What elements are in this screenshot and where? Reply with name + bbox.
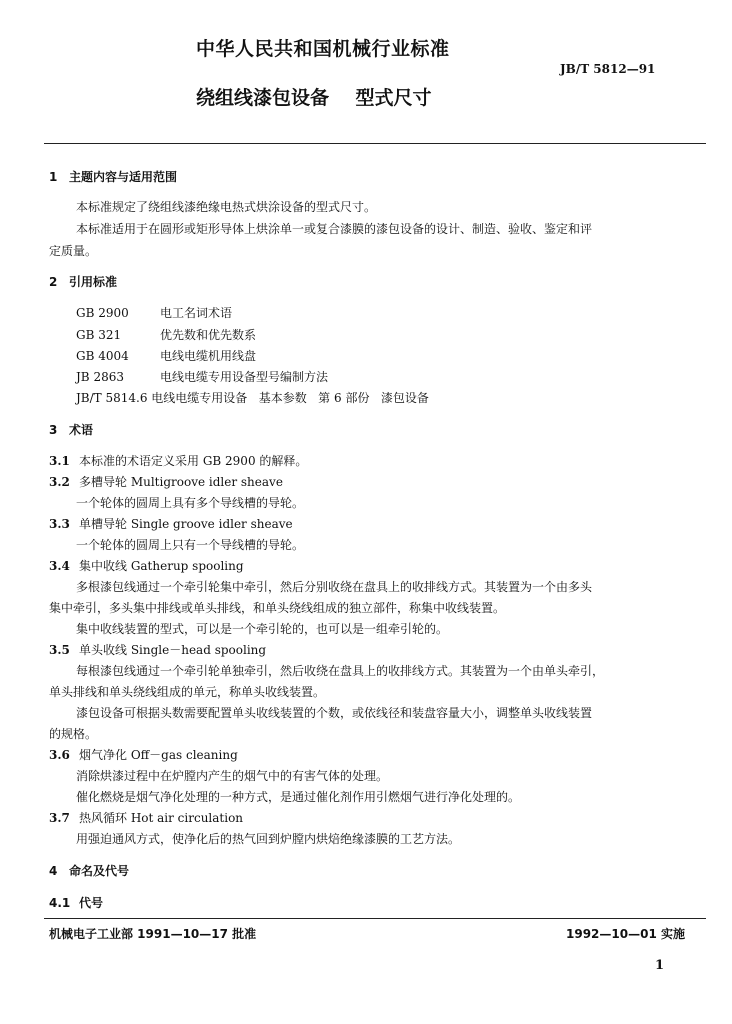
reference-name: 电线电缆机用线盘	[160, 349, 257, 363]
clause-text: 本标准的术语定义采用 GB 2900 的解释。	[79, 454, 308, 468]
standard-code: JB/T 5812—91	[560, 62, 656, 76]
section-number: 4	[49, 864, 58, 878]
reference-item	[76, 368, 328, 385]
paragraph: 本标准规定了绕组线漆绝缘电热式烘涂设备的型式尺寸。	[76, 200, 377, 214]
header-divider	[44, 143, 706, 144]
term-definition: 漆包设备可根据头数需要配置单头收线装置的个数，或依线径和装盘容量大小，调整单头收线装置	[76, 706, 593, 720]
term-definition-continued: 的规格。	[49, 727, 98, 741]
section-4-heading	[49, 862, 129, 879]
term-definition: 用强迫通风方式，使净化后的热气回到炉膛内烘焙绝缘漆膜的工艺方法。	[76, 832, 461, 846]
section-number: 1	[49, 170, 58, 184]
term-definition-continued: 单头排线和单头绕线组成的单元，称单头收线装置。	[49, 685, 326, 699]
clause-3-4	[49, 557, 244, 574]
term-definition: 集中收线装置的型式，可以是一个牵引轮的，也可以是一组牵引轮的。	[76, 622, 449, 636]
section-2-heading	[49, 273, 117, 290]
term-definition: 多根漆包线通过一个牵引轮集中牵引，然后分别收绕在盘具上的收排线方式。其装置为一个由多头	[76, 580, 593, 594]
reference-name: 优先数和优先数系	[160, 328, 257, 342]
term-definition: 一个轮体的圆周上只有一个导线槽的导轮。	[76, 538, 305, 552]
section-3-heading	[49, 421, 93, 438]
term-definition: 一个轮体的圆周上具有多个导线槽的导轮。	[76, 496, 305, 510]
reference-code: GB 321	[76, 328, 122, 342]
reference-code: JB 2863	[76, 370, 124, 384]
term-title: 单槽导轮 Single groove idler sheave	[79, 517, 293, 531]
reference-item	[76, 347, 256, 364]
term-title: 单头收线 Single－head spooling	[79, 643, 267, 657]
term-title: 烟气净化 Off－gas cleaning	[79, 748, 238, 762]
term-definition: 催化燃烧是烟气净化处理的一种方式，是通过催化剂作用引燃烟气进行净化处理的。	[76, 790, 521, 804]
clause-3-3	[49, 515, 293, 532]
clause-3-1	[49, 452, 307, 469]
clause-number: 3.3	[49, 517, 70, 531]
section-title: 术语	[69, 423, 94, 437]
clause-3-6	[49, 746, 238, 763]
clause-number: 4.1	[49, 896, 71, 910]
term-definition-continued: 集中牵引，多头集中排线或单头排线，和单头绕线组成的独立部件，称集中收线装置。	[49, 601, 506, 615]
term-definition: 消除烘漆过程中在炉膛内产生的烟气中的有害气体的处理。	[76, 769, 389, 783]
reference-name: 电线电缆专用设备型号编制方法	[160, 370, 329, 384]
section-number: 3	[49, 423, 58, 437]
section-title: 主题内容与适用范围	[69, 170, 178, 184]
reference-name: 电工名词术语	[160, 306, 233, 320]
clause-number: 3.6	[49, 748, 70, 762]
clause-number: 3.7	[49, 811, 70, 825]
section-title: 命名及代号	[69, 864, 130, 878]
org-title: 中华人民共和国机械行业标准	[196, 38, 450, 60]
clause-number: 3.5	[49, 643, 70, 657]
page-number: 1	[655, 958, 665, 973]
clause-number: 3.4	[49, 559, 70, 573]
document-title: 绕组线漆包设备 型式尺寸	[196, 87, 432, 109]
clause-3-5	[49, 641, 266, 658]
reference-code: GB 4004	[76, 349, 129, 363]
paragraph: 本标准适用于在圆形或矩形导体上烘涂单一或复合漆膜的漆包设备的设计、制造、验收、鉴定和评	[76, 222, 593, 236]
term-title: 多槽导轮 Multigroove idler sheave	[79, 475, 283, 489]
clause-3-7	[49, 809, 243, 826]
reference-code: GB 2900	[76, 306, 129, 320]
paragraph-continued: 定质量。	[49, 244, 98, 258]
section-1-heading	[49, 168, 177, 185]
reference-item	[76, 326, 256, 343]
reference-item	[76, 304, 232, 321]
section-title: 引用标准	[69, 275, 118, 289]
footer-divider	[44, 918, 706, 919]
term-title: 热风循环 Hot air circulation	[79, 811, 244, 825]
approval-date: 机械电子工业部 1991—10—17 批准	[49, 927, 257, 941]
section-number: 2	[49, 275, 58, 289]
reference-item: JB/T 5814.6 电线电缆专用设备 基本参数 第 6 部份 漆包设备	[76, 391, 429, 405]
clause-number: 3.1	[49, 454, 70, 468]
effective-date: 1992—10—01 实施	[566, 927, 685, 941]
clause-number: 3.2	[49, 475, 70, 489]
term-title: 集中收线 Gatherup spooling	[79, 559, 244, 573]
clause-title: 代号	[79, 896, 104, 910]
term-definition: 每根漆包线通过一个牵引轮单独牵引，然后收绕在盘具上的收排线方式。其装置为一个由单头牵引，	[76, 664, 605, 678]
clause-3-2	[49, 473, 283, 490]
clause-4-1	[49, 894, 103, 911]
